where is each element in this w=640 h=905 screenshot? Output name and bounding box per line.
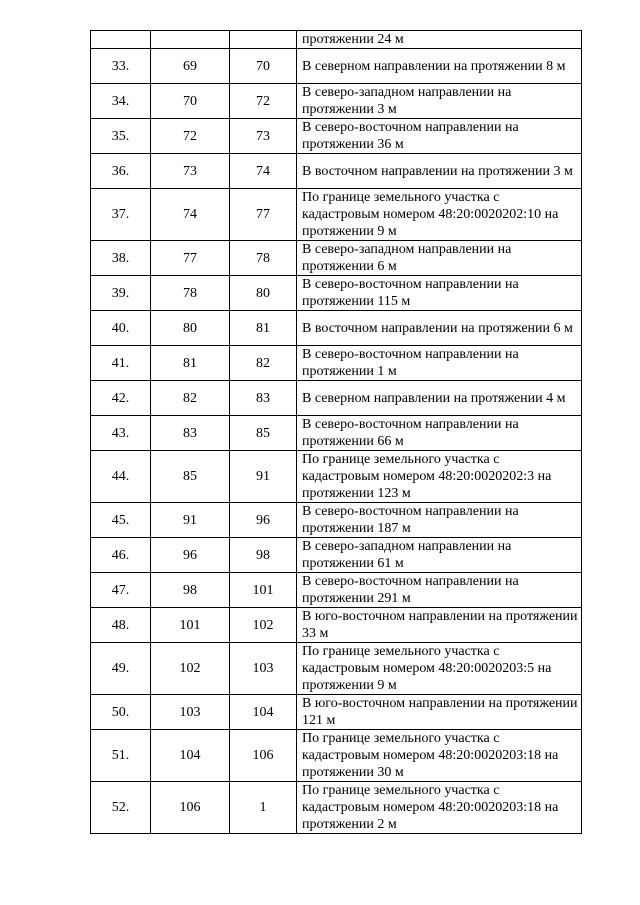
end-point-cell: 80 [230,276,297,311]
description-cell: В северо-западном направлении на протяжении 6 м [297,241,582,276]
description-cell: По границе земельного участка с кадастровым номером 48:20:0020203:18 на протяжении 2 м [297,782,582,834]
start-point-cell: 74 [151,189,230,241]
table-row [91,241,582,276]
table-row [91,451,582,503]
table-row [91,416,582,451]
start-point-cell: 98 [151,573,230,608]
start-point-cell: 70 [151,84,230,119]
table-row-continuation [91,31,582,49]
description-cell: В северо-восточном направлении на протяжении 36 м [297,119,582,154]
description-cell: В восточном направлении на протяжении 6 м [297,311,582,346]
description-cell: В восточном направлении на протяжении 3 м [297,154,582,189]
row-number-cell: 34. [91,84,151,119]
end-point-cell: 74 [230,154,297,189]
table-row [91,154,582,189]
table-row [91,695,582,730]
table-row [91,503,582,538]
row-number-cell: 37. [91,189,151,241]
start-point-cell: 81 [151,346,230,381]
start-point-cell: 82 [151,381,230,416]
row-number-cell: 42. [91,381,151,416]
start-point-cell: 78 [151,276,230,311]
end-point-cell: 78 [230,241,297,276]
row-number-cell: 52. [91,782,151,834]
start-point-cell: 73 [151,154,230,189]
description-cell: В юго-восточном направлении на протяжении 33 м [297,608,582,643]
description-cell: В северном направлении на протяжении 8 м [297,49,582,84]
row-number-cell: 46. [91,538,151,573]
row-number-cell: 41. [91,346,151,381]
end-point-cell: 70 [230,49,297,84]
end-point-cell: 98 [230,538,297,573]
start-point-cell: 77 [151,241,230,276]
description-cell: По границе земельного участка с кадастровым номером 48:20:0020203:18 на протяжении 30 м [297,730,582,782]
description-cell: В северо-восточном направлении на протяжении 115 м [297,276,582,311]
boundary-table-body [91,31,582,834]
end-point-cell: 77 [230,189,297,241]
row-number-cell: 48. [91,608,151,643]
boundary-table [90,30,582,834]
row-number-cell: 44. [91,451,151,503]
table-row [91,276,582,311]
table-row [91,573,582,608]
row-number-cell: 50. [91,695,151,730]
end-point-cell: 103 [230,643,297,695]
description-cell: В юго-восточном направлении на протяжении 121 м [297,695,582,730]
start-point-cell: 83 [151,416,230,451]
end-point-cell: 72 [230,84,297,119]
end-point-cell: 106 [230,730,297,782]
end-point-cell: 1 [230,782,297,834]
row-number-cell: 51. [91,730,151,782]
table-row [91,730,582,782]
row-number-cell: 39. [91,276,151,311]
row-number-cell [91,31,151,49]
start-point-cell: 103 [151,695,230,730]
row-number-cell: 45. [91,503,151,538]
table-row [91,381,582,416]
start-point-cell: 91 [151,503,230,538]
table-row [91,119,582,154]
start-point-cell [151,31,230,49]
description-cell: В северо-западном направлении на протяжении 3 м [297,84,582,119]
end-point-cell: 85 [230,416,297,451]
row-number-cell: 35. [91,119,151,154]
end-point-cell: 73 [230,119,297,154]
row-number-cell: 43. [91,416,151,451]
end-point-cell: 82 [230,346,297,381]
start-point-cell: 80 [151,311,230,346]
end-point-cell: 101 [230,573,297,608]
table-row [91,782,582,834]
table-row [91,643,582,695]
start-point-cell: 104 [151,730,230,782]
end-point-cell: 81 [230,311,297,346]
description-cell: В северо-восточном направлении на протяжении 1 м [297,346,582,381]
description-cell: В северо-восточном направлении на протяжении 187 м [297,503,582,538]
table-row [91,346,582,381]
end-point-cell [230,31,297,49]
description-cell: В северо-восточном направлении на протяжении 66 м [297,416,582,451]
row-number-cell: 38. [91,241,151,276]
row-number-cell: 47. [91,573,151,608]
end-point-cell: 104 [230,695,297,730]
start-point-cell: 69 [151,49,230,84]
start-point-cell: 106 [151,782,230,834]
table-row [91,189,582,241]
row-number-cell: 49. [91,643,151,695]
description-cell: По границе земельного участка с кадастровым номером 48:20:0020202:3 на протяжении 123 м [297,451,582,503]
description-cell: В северо-западном направлении на протяжении 61 м [297,538,582,573]
start-point-cell: 72 [151,119,230,154]
start-point-cell: 96 [151,538,230,573]
table-row [91,608,582,643]
start-point-cell: 85 [151,451,230,503]
end-point-cell: 91 [230,451,297,503]
table-row [91,538,582,573]
row-number-cell: 40. [91,311,151,346]
end-point-cell: 83 [230,381,297,416]
row-number-cell: 33. [91,49,151,84]
description-cell: протяжении 24 м [297,31,582,49]
end-point-cell: 96 [230,503,297,538]
description-cell: В северном направлении на протяжении 4 м [297,381,582,416]
description-cell: В северо-восточном направлении на протяжении 291 м [297,573,582,608]
description-cell: По границе земельного участка с кадастровым номером 48:20:0020202:10 на протяжении 9 м [297,189,582,241]
start-point-cell: 101 [151,608,230,643]
table-row [91,311,582,346]
start-point-cell: 102 [151,643,230,695]
description-cell: По границе земельного участка с кадастровым номером 48:20:0020203:5 на протяжении 9 м [297,643,582,695]
table-row [91,49,582,84]
end-point-cell: 102 [230,608,297,643]
table-row [91,84,582,119]
row-number-cell: 36. [91,154,151,189]
